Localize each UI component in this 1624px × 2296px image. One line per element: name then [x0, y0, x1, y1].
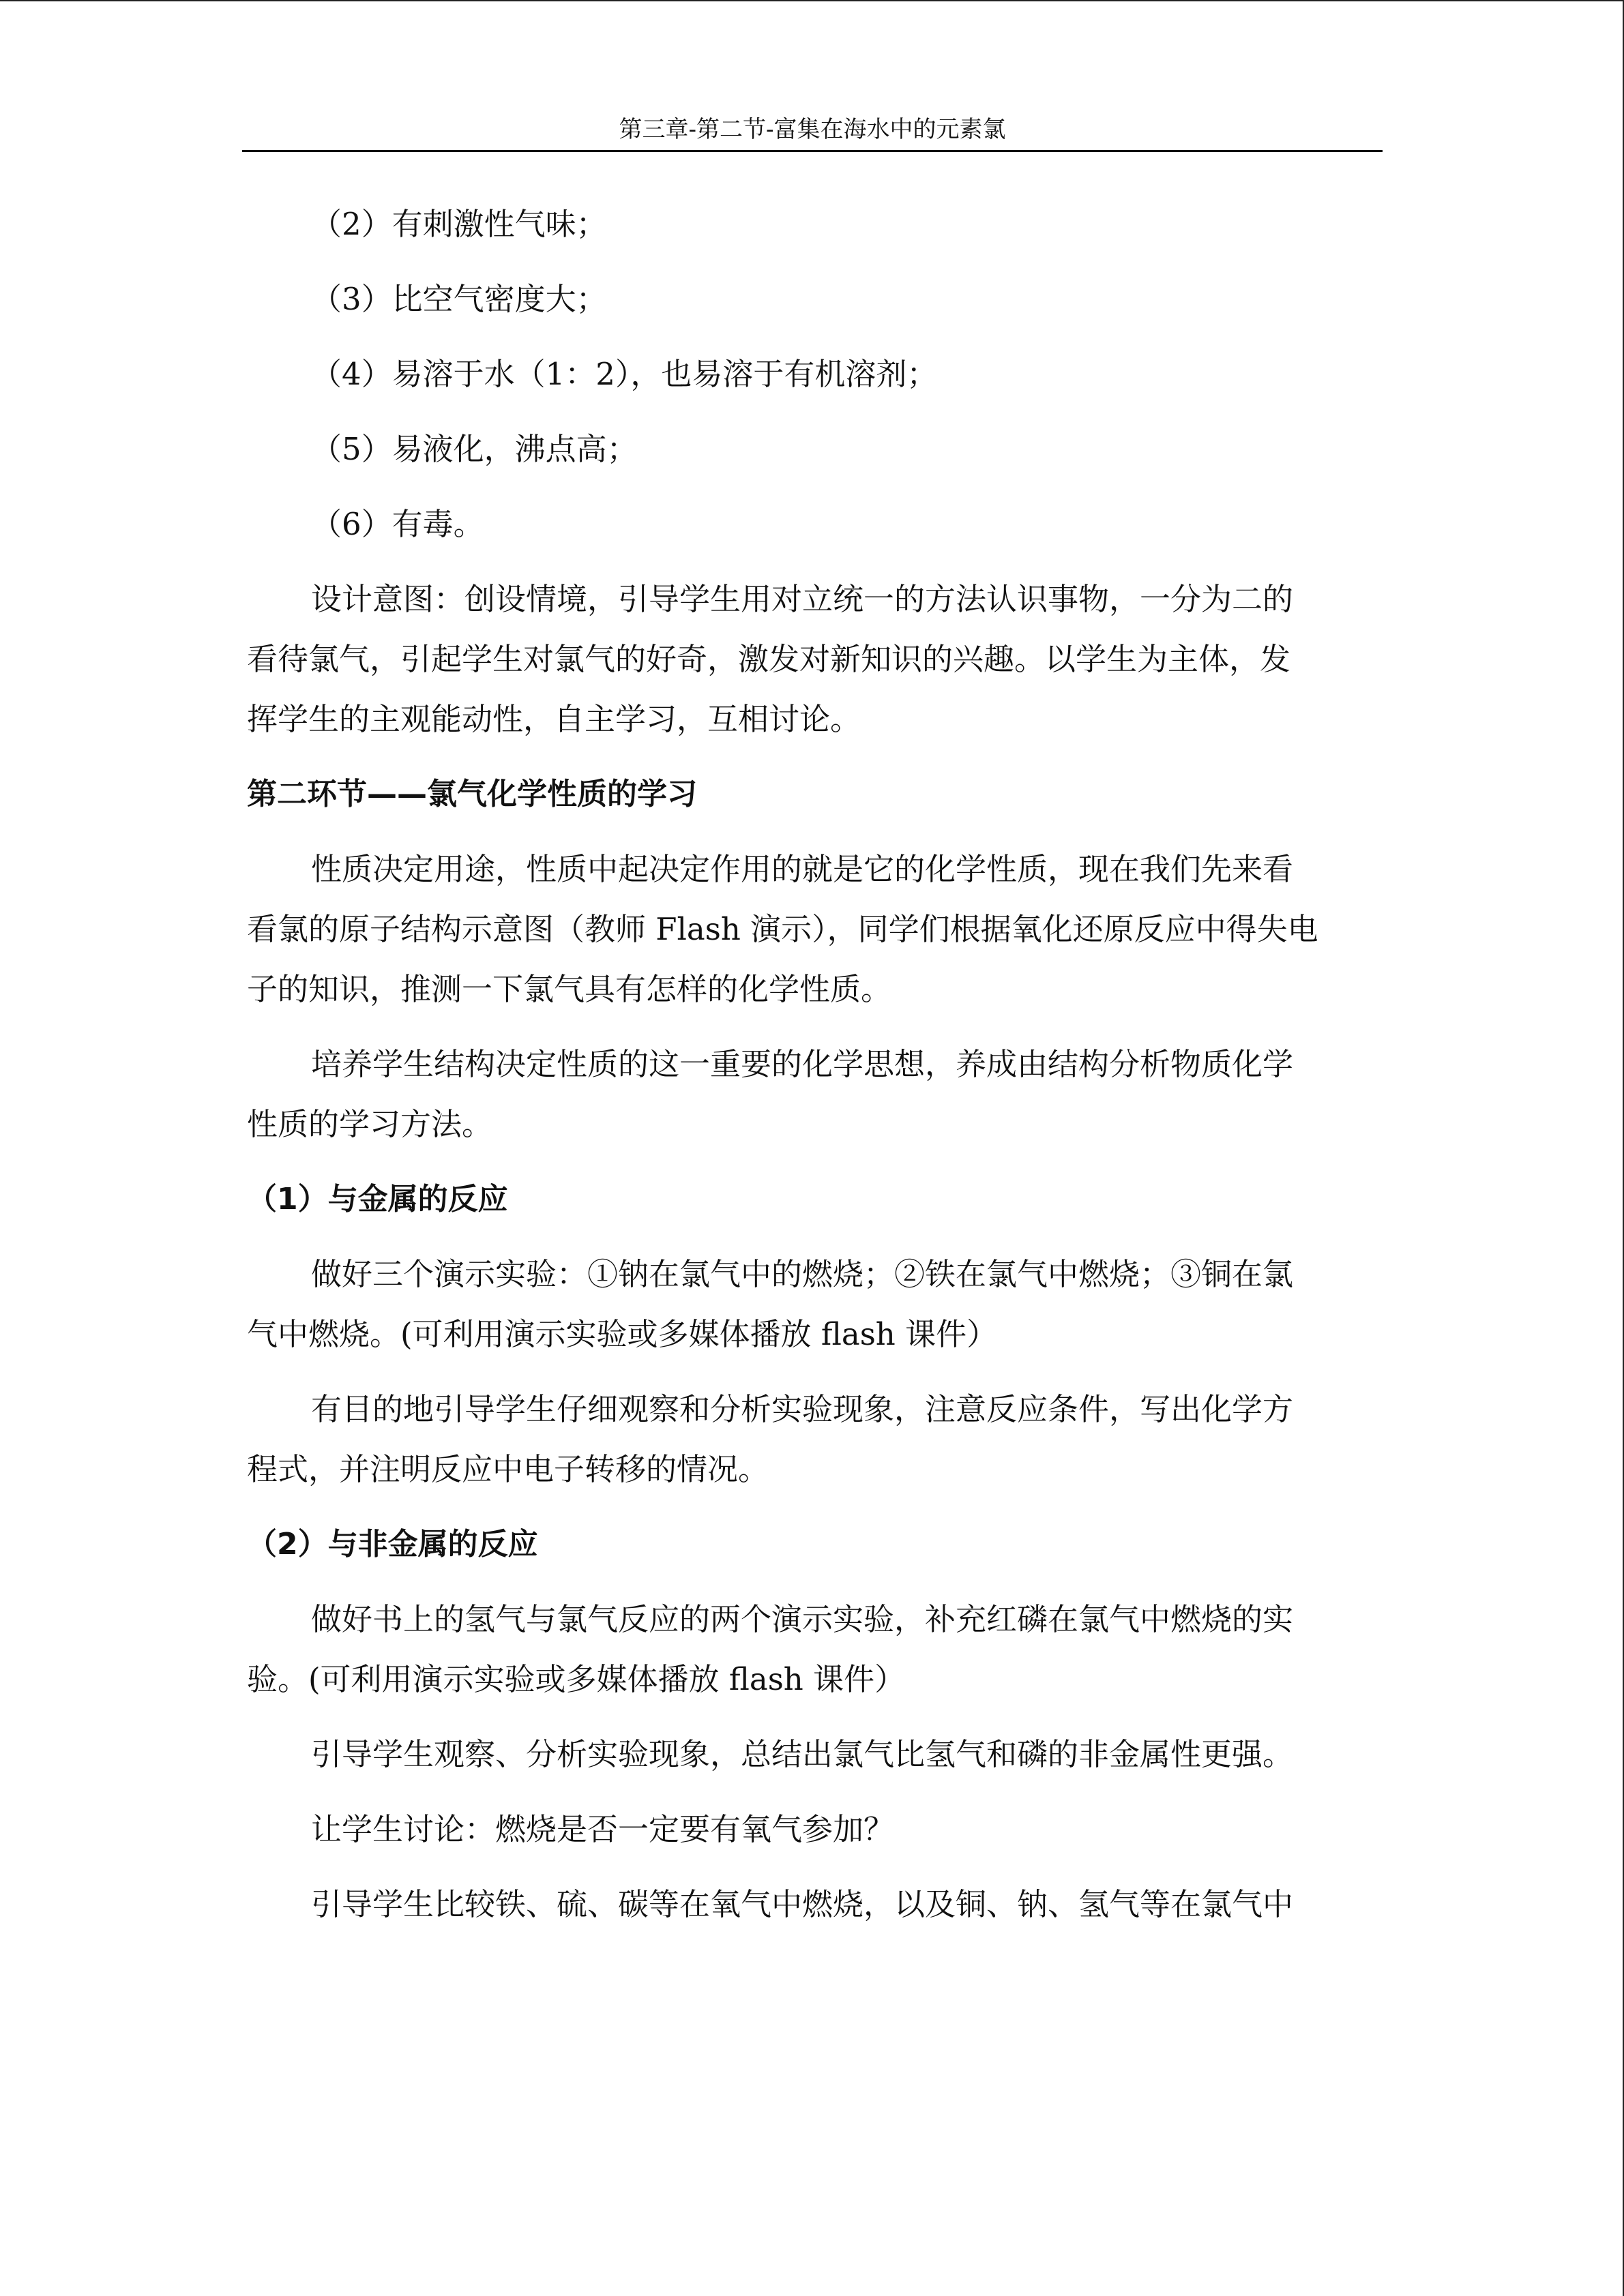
document-body	[247, 194, 1365, 1935]
paragraph-line: 气中燃烧。(可利用演示实验或多媒体播放 flash 课件）	[247, 1316, 998, 1352]
paragraph-line: 做好三个演示实验：①钠在氯气中的燃烧；②铁在氯气中燃烧；③铜在氯	[311, 1256, 1294, 1292]
design-intent-paragraph	[247, 569, 1365, 749]
paragraph-line: 看待氯气，引起学生对氯气的好奇，激发对新知识的兴趣。以学生为主体，发	[247, 641, 1291, 677]
paragraph-line: 有目的地引导学生仔细观察和分析实验现象，注意反应条件，写出化学方	[311, 1391, 1294, 1427]
nonmetal-demo-paragraph	[247, 1590, 1365, 1710]
property-item: （6）有毒。	[311, 506, 484, 542]
section-heading: 第二环节——氯气化学性质的学习	[247, 777, 697, 811]
property-item: （2）有刺激性气味；	[311, 206, 607, 242]
discussion-paragraph: 让学生讨论：燃烧是否一定要有氧气参加？	[311, 1811, 895, 1847]
paragraph-line: 挥学生的主观能动性，自主学习，互相讨论。	[247, 701, 861, 737]
paragraph-line: 验。(可利用演示实验或多媒体播放 flash 课件）	[247, 1661, 906, 1697]
structure-paragraph	[247, 839, 1365, 1019]
paragraph-line: 子的知识，推测一下氯气具有怎样的化学性质。	[247, 971, 892, 1007]
paragraph-line: 性质决定用途，性质中起决定作用的就是它的化学性质，现在我们先来看	[311, 851, 1294, 887]
paragraph-line: 性质的学习方法。	[247, 1106, 493, 1142]
paragraph-line: 做好书上的氢气与氯气反应的两个演示实验，补充红磷在氯气中燃烧的实	[311, 1601, 1294, 1637]
metal-guide-paragraph	[247, 1380, 1365, 1500]
property-item: （4）易溶于水（1：2），也易溶于有机溶剂；	[311, 356, 938, 392]
paragraph-line: 看氯的原子结构示意图（教师 Flash 演示），同学们根据氧化还原反应中得失电	[247, 911, 1318, 947]
property-item: （3）比空气密度大；	[311, 281, 607, 317]
property-item: （5）易液化，沸点高；	[311, 431, 638, 467]
paragraph-line: 程式，并注明反应中电子转移的情况。	[247, 1451, 769, 1487]
subsection-heading: （2）与非金属的反应	[247, 1527, 538, 1562]
compare-paragraph: 引导学生比较铁、硫、碳等在氧气中燃烧，以及铜、钠、氢气等在氯气中	[311, 1886, 1294, 1922]
metal-demo-paragraph	[247, 1244, 1365, 1365]
training-paragraph	[247, 1034, 1365, 1154]
paragraph-line: 培养学生结构决定性质的这一重要的化学思想，养成由结构分析物质化学	[311, 1046, 1294, 1082]
paragraph-line: 设计意图：创设情境，引导学生用对立统一的方法认识事物，一分为二的	[311, 581, 1294, 617]
subsection-heading: （1）与金属的反应	[247, 1182, 508, 1217]
page-header: 第三章-第二节-富集在海水中的元素氯	[242, 109, 1383, 152]
nonmetal-guide-paragraph: 引导学生观察、分析实验现象，总结出氯气比氢气和磷的非金属性更强。	[311, 1736, 1294, 1772]
